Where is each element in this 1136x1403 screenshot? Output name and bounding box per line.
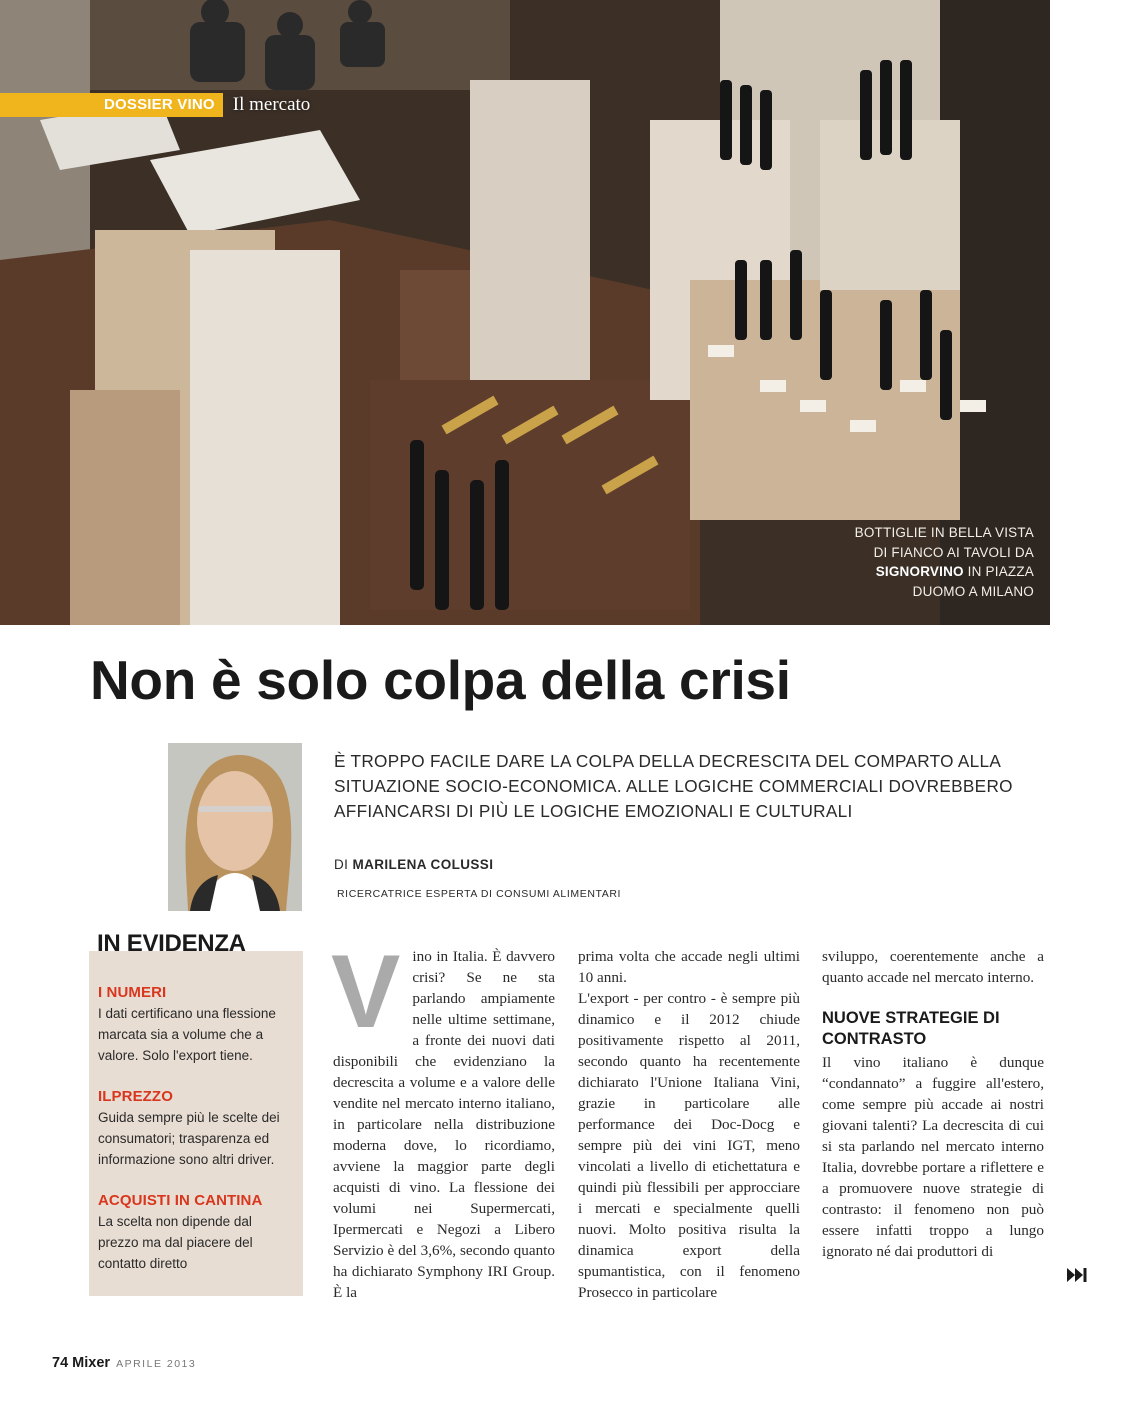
page-number: 74 bbox=[52, 1355, 69, 1371]
hero-photo bbox=[0, 0, 1050, 625]
caption-line-2: DI FIANCO AI TAVOLI DA bbox=[873, 544, 1034, 560]
author-name: MARILENA COLUSSI bbox=[352, 857, 494, 872]
author-portrait-illustration bbox=[168, 743, 302, 911]
article-column-3 bbox=[822, 946, 1044, 1262]
drop-cap: V bbox=[331, 934, 401, 1050]
article-headline: Non è solo colpa della crisi bbox=[90, 649, 791, 711]
sidebar-box bbox=[89, 951, 303, 1296]
caption-line-4: DUOMO A MILANO bbox=[912, 583, 1034, 599]
caption-venue: SIGNORVINO bbox=[875, 564, 964, 579]
article-paragraph: prima volta che accade negli ultimi 10 anni. bbox=[578, 948, 800, 986]
magazine-name: Mixer bbox=[72, 1355, 111, 1371]
article-standfirst: È TROPPO FACILE DARE LA COLPA DELLA DECRESCITA DEL COMPARTO ALLA SITUAZIONE SOCIO-ECONOMICA. ALLE LOGICHE COMMERCIALI DOVREBBERO AFFIANCARSI DI PIÙ LE LOGICHE EMOZIONALI E CULTURALI bbox=[334, 751, 1013, 821]
sidebar-item-text: Guida sempre più le scelte dei consumatori; trasparenza ed informazione sono altri driver. bbox=[98, 1110, 280, 1167]
sidebar-item-heading: ACQUISTI IN CANTINA bbox=[98, 1192, 263, 1209]
article-paragraph: Il vino italiano è dunque “condannato” a fuggire all'estero, come sempre più accade ai nostri giovani talenti? La decrescita di cui si sta parlando nel mercato interno Italia, dovrebbe portare a riflettere e a promuovere nuove strategie di contrasto: il fenomeno non può essere infatti troppo a lungo ignorato né dai produttori di bbox=[822, 1054, 1044, 1260]
sidebar-item-text: La scelta non dipende dal prezzo ma dal piacere del contatto diretto bbox=[98, 1214, 253, 1271]
dossier-label: DOSSIER VINO bbox=[0, 93, 223, 117]
sidebar-item-text: I dati certificano una flessione marcata sia a volume che a valore. Solo l'export tiene. bbox=[98, 1006, 276, 1063]
caption-line-1: BOTTIGLIE IN BELLA VISTA bbox=[854, 525, 1034, 540]
article-paragraph: sviluppo, coerentemente anche a quanto accade nel mercato interno. bbox=[822, 948, 1044, 986]
byline-prefix: DI bbox=[334, 857, 353, 872]
article-column-2 bbox=[578, 946, 800, 1303]
article-paragraph: ino in Italia. È davvero crisi? Se ne sta parlando ampiamente nelle ultime settimane, a fronte dei nuovi dati disponibili che evidenziano la decrescita a volume e a valore delle vendite nel mercato interno italiano, in particolare nella distribuzione moderna dove, lo ricordiamo, avviene la maggior parte degli acquisti di vino. La flessione dei volumi nei Supermercati, Ipermercati e Negozi a Libero Servizio è del 3,6%, secondo quanto ha dichiarato Symphony IRI Group. È la bbox=[333, 948, 555, 1301]
sidebar-item bbox=[98, 1087, 295, 1170]
issue-date: APRILE 2013 bbox=[116, 1358, 197, 1370]
author-portrait bbox=[168, 743, 302, 911]
caption-line-3-rest: IN PIAZZA bbox=[963, 564, 1034, 579]
author-role: RICERCATRICE ESPERTA DI CONSUMI ALIMENTARI bbox=[337, 888, 622, 900]
sidebar-item-heading: I NUMERI bbox=[98, 984, 167, 1001]
sidebar-item bbox=[98, 1191, 295, 1274]
sidebar-item bbox=[98, 983, 295, 1066]
sidebar-title: IN EVIDENZA bbox=[97, 930, 246, 957]
section-tag bbox=[0, 93, 310, 117]
fast-forward-icon bbox=[1066, 1266, 1088, 1284]
article-paragraph: L'export - per contro - è sempre più dinamico e il 2012 chiude positivamente rispetto al 2011, secondo quanto ha recentemente dichiarato l'Unione Italiana Vini, grazie in particolare alle performance dei Doc-Docg e sempre più dei vini IGT, meno vincolati a livello di etichettatura e quindi più flessibili per approcciare i mercati e specialmente quelli nuovi. Molto positiva risulta la dinamica export della spumantistica, con il fenomeno Prosecco in particolare bbox=[578, 990, 800, 1301]
byline bbox=[334, 857, 493, 872]
article-subhead: NUOVE STRATEGIE DI CONTRASTO bbox=[822, 1009, 1000, 1048]
sidebar-item-heading: ILPREZZO bbox=[98, 1088, 173, 1105]
page-footer bbox=[52, 1355, 196, 1371]
section-label: Il mercato bbox=[232, 94, 311, 115]
article-column-1 bbox=[331, 934, 555, 1303]
caption-line-3 bbox=[855, 562, 1034, 582]
photo-caption bbox=[855, 523, 1034, 601]
